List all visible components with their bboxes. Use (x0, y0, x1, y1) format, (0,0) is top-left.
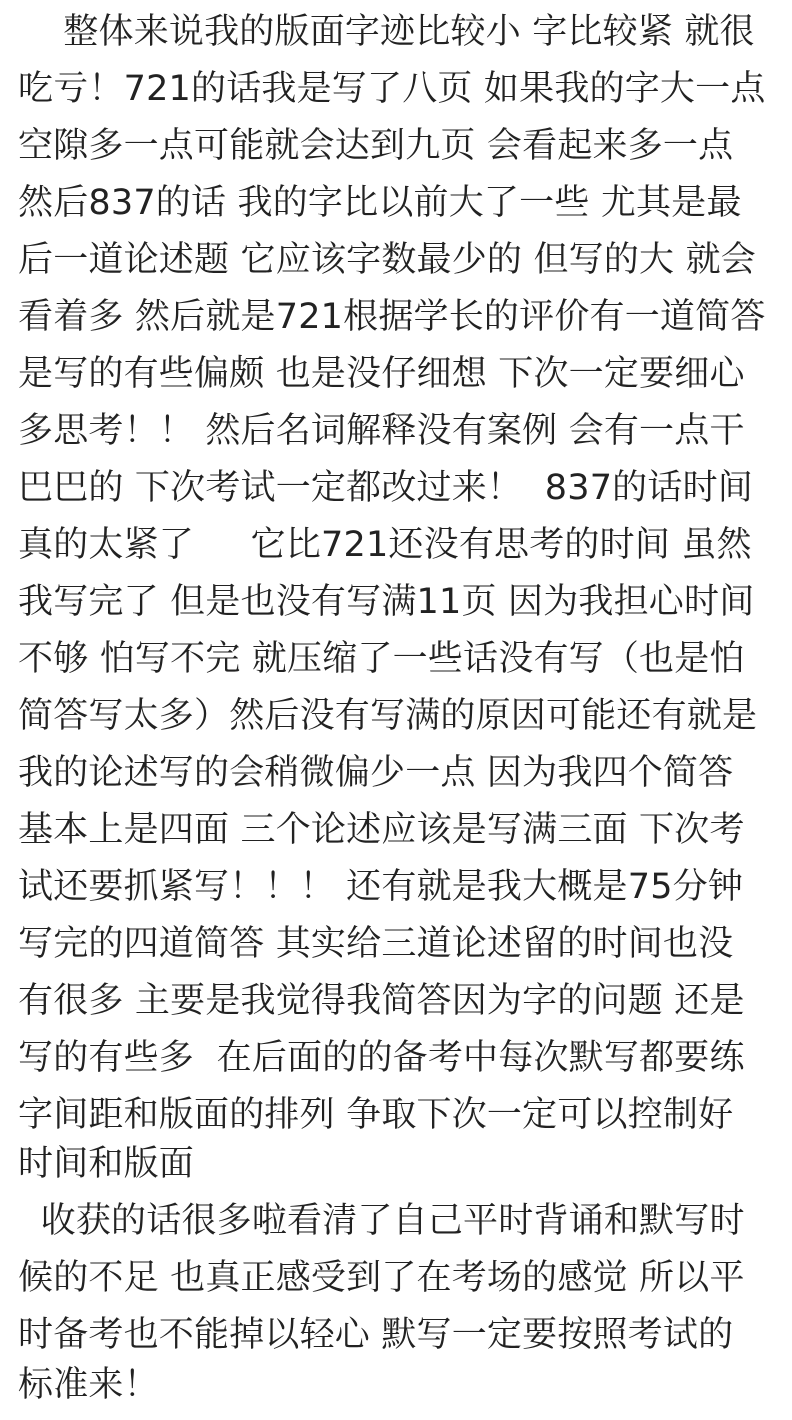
text-line: 字间距和版面的排列 争取下次一定可以控制好 (18, 1095, 734, 1135)
text-line: 是写的有些偏颇 也是没仔细想 下次一定要细心 (18, 354, 745, 394)
text-line: 空隙多一点可能就会达到九页 会看起来多一点 (18, 126, 734, 166)
text-line: 候的不足 也真正感受到了在考场的感觉 所以平 (18, 1258, 745, 1298)
text-line: 后一道论述题 它应该字数最少的 但写的大 就会 (18, 240, 756, 280)
text-line: 不够 怕写不完 就压缩了一些话没有写（也是怕 (18, 639, 745, 679)
text-line: 整体来说我的版面字迹比较小 字比较紧 就很 (18, 12, 755, 52)
text-line: 真的太紧了 它比721还没有思考的时间 虽然 (18, 525, 752, 565)
text-line: 时备考也不能掉以轻心 默写一定要按照考试的 (18, 1315, 734, 1355)
text-line: 收获的话很多啦看清了自己平时背诵和默写时 (18, 1201, 745, 1241)
text-line: 多思考！！ 然后名词解释没有案例 会有一点干 (18, 411, 745, 451)
text-line: 时间和版面 (18, 1144, 195, 1184)
text-line: 我的论述写的会稍微偏少一点 因为我四个简答 (18, 753, 734, 793)
text-line: 简答写太多）然后没有写满的原因可能还有就是 (18, 696, 758, 736)
text-line: 吃亏！721的话我是写了八页 如果我的字大一点 (18, 69, 766, 109)
text-line: 我写完了 但是也没有写满11页 因为我担心时间 (18, 582, 755, 622)
text-line: 看着多 然后就是721根据学长的评价有一道简答 (18, 297, 766, 337)
text-line: 然后837的话 我的字比以前大了一些 尤其是最 (18, 183, 742, 223)
text-line: 有很多 主要是我觉得我简答因为字的问题 还是 (18, 981, 745, 1021)
text-line: 巴巴的 下次考试一定都改过来！ 837的话时间 (18, 468, 753, 508)
text-line: 写的有些多 在后面的的备考中每次默写都要练 (18, 1038, 745, 1078)
text-line: 标准来！ (18, 1365, 159, 1405)
text-line: 基本上是四面 三个论述应该是写满三面 下次考 (18, 810, 745, 850)
text-line: 试还要抓紧写！！！ 还有就是我大概是75分钟 (18, 867, 744, 907)
text-line: 写完的四道简答 其实给三道论述留的时间也没 (18, 924, 734, 964)
